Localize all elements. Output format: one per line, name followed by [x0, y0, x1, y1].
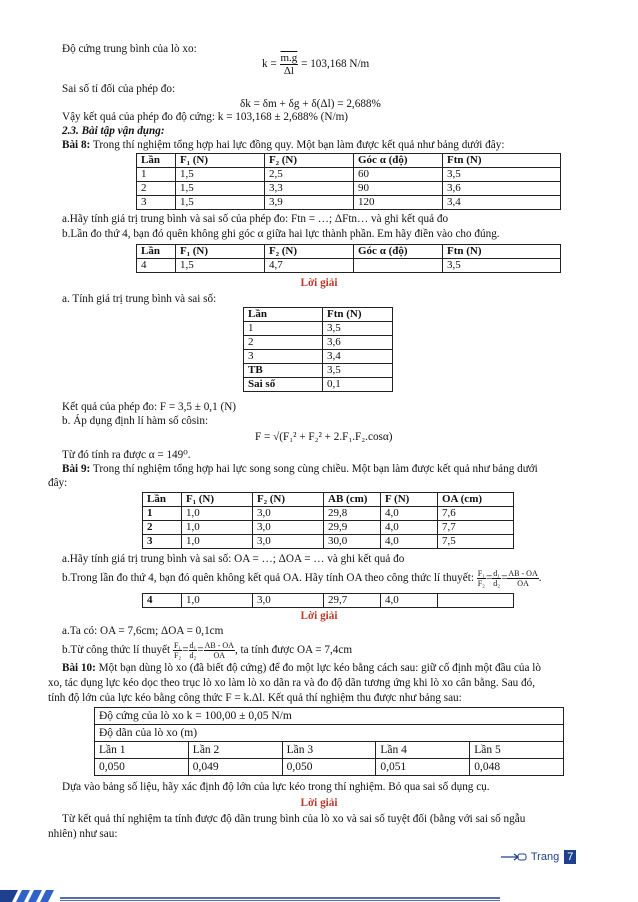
solution-heading: Lời giải: [300, 610, 338, 622]
table-row: 3 1,0 3,0 30,0 4,0 7,5: [143, 535, 514, 549]
table-row: 2 3,6: [244, 336, 393, 350]
solution-8a: a. Tính giá trị trung bình và sai số:: [62, 293, 217, 305]
solution-heading: Lời giải: [300, 797, 338, 809]
solution-10-cont: nhiên) như sau:: [48, 828, 118, 840]
problem-10-cont: xo, tác dụng lực kéo dọc theo trục lò xo làm lò xo dãn ra và đo độ dãn tương ứng khi lò xo cân bằng. Sau đó,: [48, 677, 536, 689]
problem-10: Bài 10: Một bạn dùng lò xo (đã biết độ cứng) để đo một lực kéo bằng cách sau: giữ cố định một đầu của lò: [62, 662, 541, 674]
solution-8b: b. Áp dụng định lí hàm số côsin:: [62, 415, 209, 427]
table-header-row: Lần F₁ (N) F₂ (N) AB (cm) F (N) OA (cm): [143, 493, 514, 507]
table-row: 4 1,0 3,0 29,7 4,0: [143, 594, 514, 608]
table-row: 1 1,5 2,5 60 3,5: [137, 168, 561, 182]
table-bai9b: [142, 593, 514, 608]
solution-9b: b.Từ công thức lí thuyết $\frac{\text{F₁}}{\text{F₂}}$ = $\frac{\text{d₁}}{\text{d₂}}$ = $\frac{AB - OA}{OA}$ , ta tính được OA = 7,4cm: [62, 641, 353, 660]
text-line: Sai số tỉ đối của phép đo:: [62, 83, 176, 95]
table-bai8b: [136, 244, 561, 273]
pointing-hand-icon: [500, 851, 528, 863]
equation-cosine: F = √(F₁² + F₂² + 2.F₁.F₂.cosα): [255, 431, 393, 443]
table-row: 4 1,5 4,7 3,5: [137, 259, 561, 273]
table-row: 2 1,0 3,0 29,9 4,0 7,7: [143, 521, 514, 535]
table-row: 3 1,5 3,9 120 3,4: [137, 196, 561, 210]
solution-heading: Lời giải: [300, 277, 338, 289]
solution-9a: a.Ta có: OA = 7,6cm; ΔOA = 0,1cm: [62, 625, 224, 637]
question-10: Dựa vào bảng số liệu, hãy xác định độ lớn của lực kéo trong thí nghiệm. Bỏ qua sai số dụng cụ.: [62, 781, 490, 793]
solution-8-result: Kết quả của phép đo: F = 3,5 ± 0,1 (N): [62, 401, 237, 413]
text-line: Độ cứng trung bình của lò xo:: [62, 43, 197, 55]
table-bai10: [94, 707, 564, 776]
problem-8: Bài 8: Trong thí nghiệm tổng hợp hai lực đồng quy. Một bạn làm được kết quả như bảng dưới đây:: [62, 139, 505, 151]
table-header-row: Lần F₁ (N) F₂ (N) Góc α (độ) Ftn (N): [137, 154, 561, 168]
table-row: Lần 1 Lần 2 Lần 3 Lần 4 Lần 5: [95, 742, 564, 759]
table-row: 3 3,4: [244, 350, 393, 364]
table-row: 2 1,5 3,3 90 3,6: [137, 182, 561, 196]
question-8a: a.Hãy tính giá trị trung bình và sai số của phép đo: Ftn = …; ΔFtn… và ghi kết quả đo: [62, 213, 449, 225]
solution-8-alpha: Từ đó tính ra được α = 149⁰.: [62, 449, 191, 461]
table-row: Sai số 0,1: [244, 378, 393, 392]
page-number: Trang 7: [500, 850, 576, 864]
text-line: Vậy kết quả của phép đo độ cứng: k = 103,168 ± 2,688% (N/m): [62, 111, 349, 123]
table-ftn: [243, 307, 393, 392]
table-row: Độ dãn của lò xo (m): [95, 725, 564, 742]
table-row: 1 1,0 3,0 29,8 4,0 7,6: [143, 507, 514, 521]
problem-9-cont: đây:: [48, 477, 68, 489]
table-header-row: Lần F₁ (N) F₂ (N) Góc α (độ) Ftn (N): [137, 245, 561, 259]
problem-10-cont: tính độ lớn của lực kéo bằng công thức F = k.Δl. Kết quả thí nghiệm thu được như bảng sau:: [48, 692, 462, 704]
section-heading: 2.3. Bài tập vận dụng:: [62, 125, 165, 137]
table-header-row: Lần Ftn (N): [244, 308, 393, 322]
problem-9: Bài 9: Trong thí nghiệm tổng hợp hai lực song song cùng chiều. Một bạn làm được kết quả như bảng dưới: [62, 463, 538, 475]
table-bai8: [136, 153, 561, 210]
equation-dk: δk = δm + δg + δ(Δl) = 2,688%: [240, 98, 381, 110]
solution-10: Từ kết quả thí nghiệm ta tính được độ dãn trung bình của lò xo và sai số tuyệt đối (bằng với sai số ngẫu: [62, 813, 526, 825]
question-9a: a.Hãy tính giá trị trung bình và sai số: OA = …; ΔOA = … và ghi kết quả đo: [62, 553, 405, 565]
table-row: TB 3,5: [244, 364, 393, 378]
table-row: Độ cứng của lò xo k = 100,00 ± 0,05 N/m: [95, 708, 564, 725]
table-row: 0,050 0,049 0,050 0,051 0,048: [95, 759, 564, 776]
table-row: 1 3,5: [244, 322, 393, 336]
question-9b: b.Trong lần đo thứ 4, bạn đó quên không kết quả OA. Hãy tính OA theo công thức lí thuyết: $\frac{\text{F₁}}{\text{F₂}}$ = $\frac{\text{d₁}}{\text{d₂}}$ = $\frac{AB - OA}{OA}$ .: [62, 569, 542, 588]
table-bai9: [142, 492, 514, 549]
equation-k: k = $\frac{m.g}{\Delta l}$ = 103,168 N/m: [262, 52, 370, 77]
question-8b: b.Lần đo thứ 4, bạn đó quên không ghi góc α giữa hai lực thành phần. Em hãy điền vào cho đúng.: [62, 228, 500, 240]
